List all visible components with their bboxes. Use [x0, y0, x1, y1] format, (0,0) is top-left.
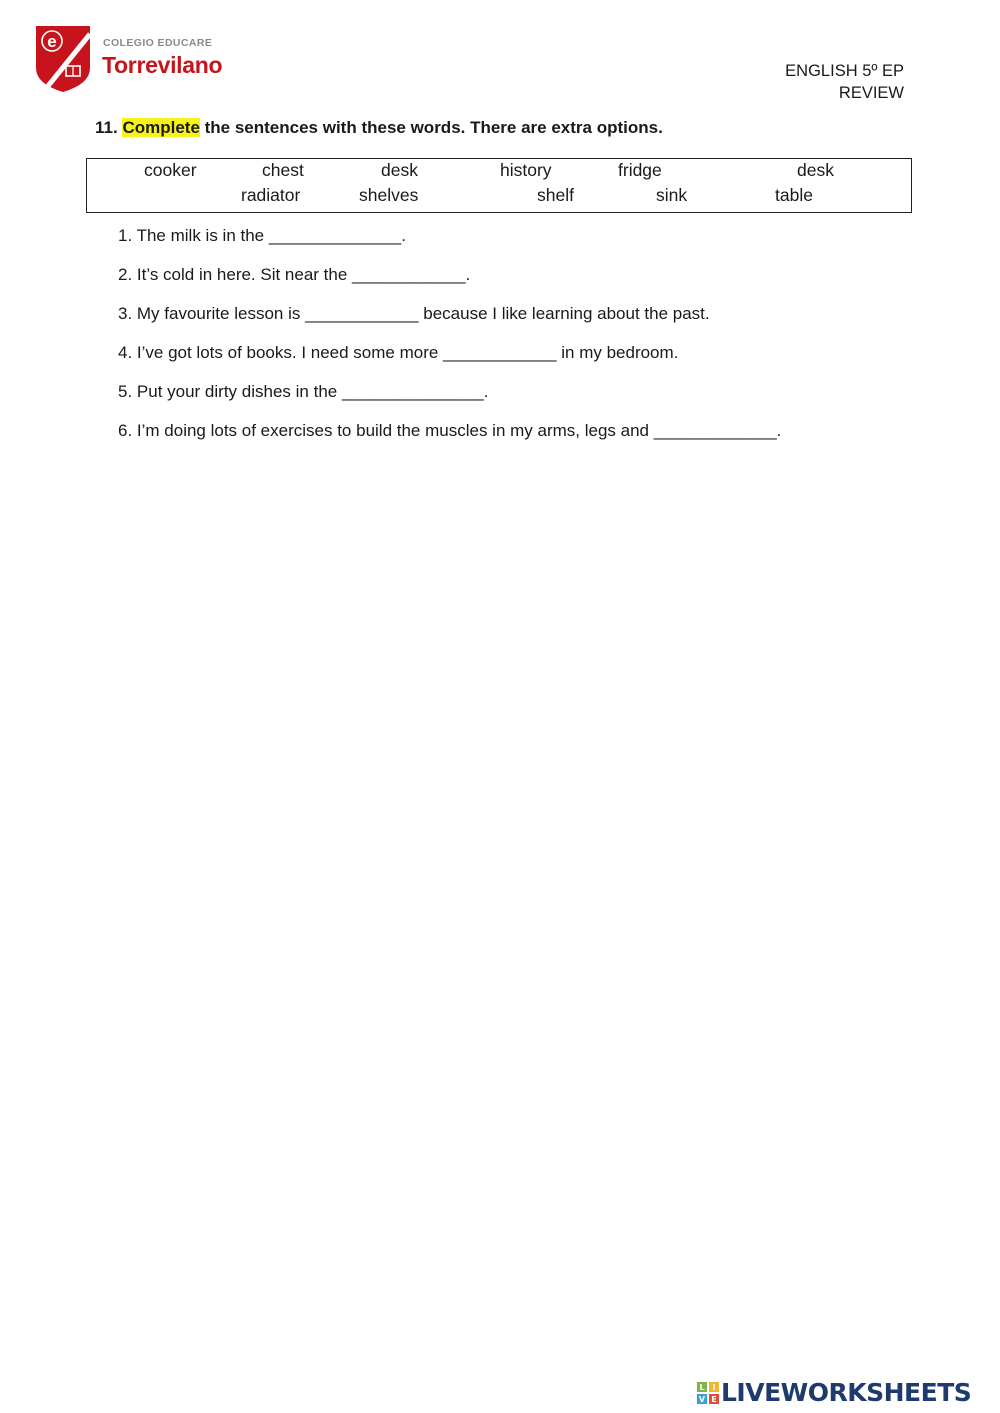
- liveworksheets-logo: [697, 1379, 992, 1405]
- word-bank-item: shelf: [537, 185, 574, 205]
- word-bank-item: desk: [381, 160, 418, 180]
- word-bank-item: sink: [656, 185, 688, 205]
- liveworksheets-grid-icon: [697, 1382, 719, 1404]
- school-shield-icon: [34, 24, 92, 94]
- school-logo: [34, 24, 234, 96]
- word-bank-item: fridge: [618, 160, 662, 180]
- word-bank-item: table: [775, 185, 813, 205]
- svg-text:I: I: [712, 1383, 716, 1392]
- word-bank-item: radiator: [241, 185, 301, 205]
- word-bank-item: chest: [262, 160, 304, 180]
- page-header: [785, 60, 904, 104]
- school-name: Torrevilano: [102, 52, 223, 78]
- svg-text:V: V: [698, 1395, 706, 1404]
- word-bank-item: history: [500, 160, 552, 180]
- exercise-instruction: [95, 118, 663, 138]
- word-bank-item: shelves: [359, 185, 419, 205]
- highlighted-word: Complete: [122, 118, 200, 137]
- sentence-1: 1. The milk is in the ______________.: [118, 226, 406, 245]
- sentence-2: 2. It’s cold in here. Sit near the ____________.: [118, 265, 471, 284]
- word-bank-item: cooker: [144, 160, 197, 180]
- word-bank: [86, 158, 912, 213]
- liveworksheets-brand: LIVEWORKSHEETS: [721, 1378, 972, 1407]
- sentence-5: 5. Put your dirty dishes in the _______________.: [118, 382, 489, 401]
- svg-text:e: e: [47, 32, 57, 51]
- sentence-6: 6. I’m doing lots of exercises to build the muscles in my arms, legs and _____________.: [118, 421, 782, 440]
- word-bank-item: desk: [797, 160, 834, 180]
- exercise-number: 11.: [95, 118, 118, 137]
- svg-text:E: E: [711, 1395, 717, 1404]
- school-small-title: COLEGIO EDUCARE: [103, 37, 213, 49]
- svg-text:L: L: [699, 1383, 705, 1392]
- sentence-4: 4. I’ve got lots of books. I need some more ____________ in my bedroom.: [118, 343, 679, 362]
- review-line: REVIEW: [838, 84, 904, 102]
- instruction-text: the sentences with these words. There are extra options.: [199, 118, 663, 137]
- subject-line: ENGLISH 5º EP: [785, 62, 904, 80]
- sentence-3: 3. My favourite lesson is ____________ because I like learning about the past.: [118, 304, 710, 323]
